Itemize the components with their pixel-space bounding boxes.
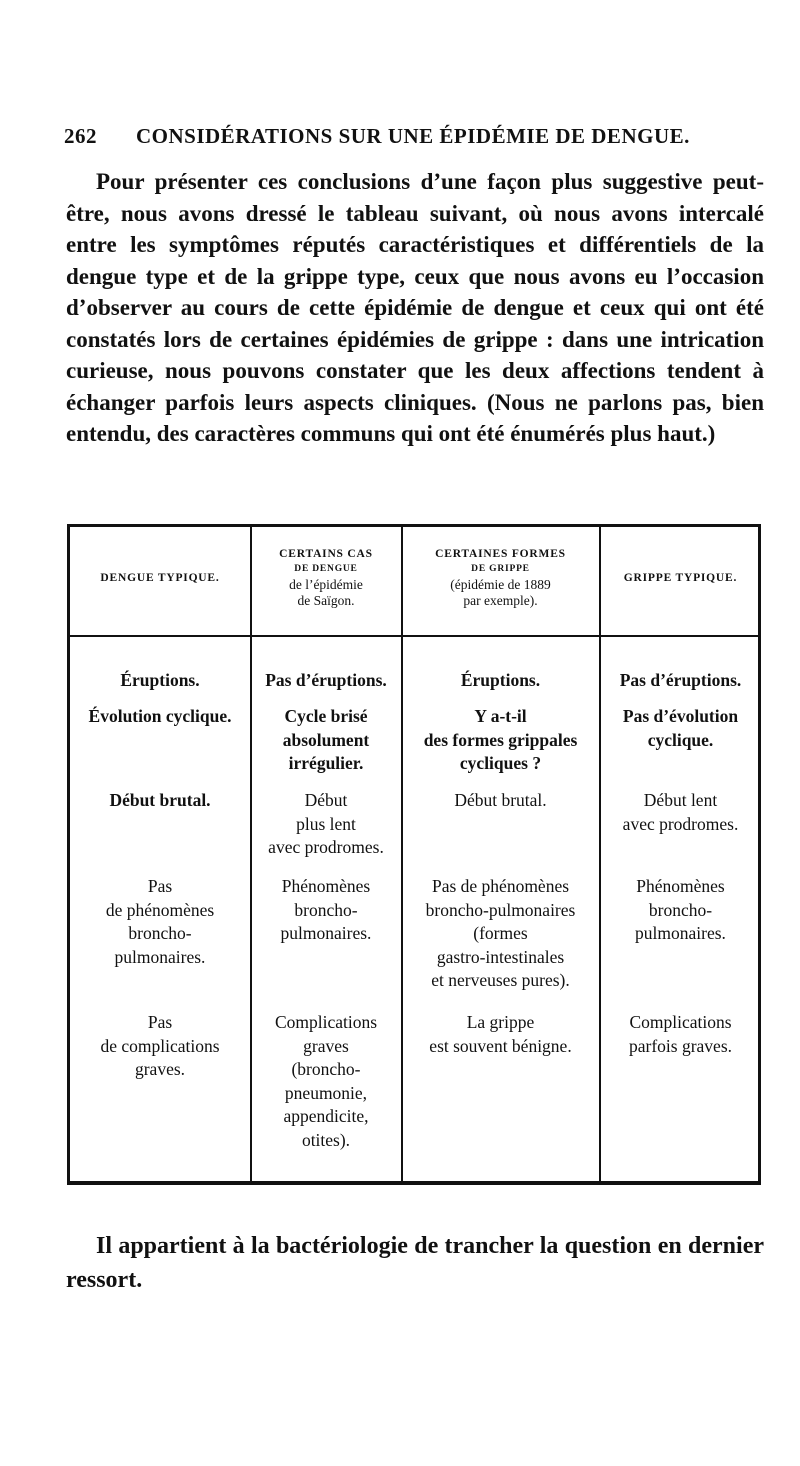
column-header-certaines-formes	[402, 547, 599, 609]
table-cell: Début brutal.	[109, 790, 211, 810]
intro-paragraph	[66, 166, 764, 450]
column-divider	[599, 527, 601, 1181]
table-cell: La grippe est souvent bénigne.	[429, 1012, 572, 1056]
table-cell: Pas d’éruptions.	[265, 670, 387, 690]
running-title: CONSIDÉRATIONS SUR UNE ÉPIDÉMIE DE DENGUE.	[136, 124, 690, 148]
table-cell: Début brutal.	[454, 790, 547, 810]
table-cell: Complications graves (broncho- pneumonie, appendicite, otites).	[274, 1012, 378, 1150]
column-header-title: GRIPPE TYPIQUE.	[623, 572, 738, 584]
column-header-sub: par exemple).	[463, 593, 538, 608]
table-cell: Phénomènes broncho- pulmonaires.	[280, 876, 372, 943]
page-number: 262	[64, 124, 97, 148]
column-header-dengue-typique	[70, 571, 250, 586]
table-cell: Cycle brisé absolument irrégulier.	[282, 706, 370, 773]
column-header-small: DE GRIPPE	[471, 564, 530, 574]
table-cell: Pas de phénomènes broncho-pulmonaires (formes gastro-intestinales et nerveuses pures).	[425, 876, 576, 990]
table-cell: Évolution cyclique.	[88, 706, 232, 726]
column-header-title: CERTAINES FORMES	[435, 548, 566, 560]
column-header-sub: de l’épidémie	[289, 577, 363, 592]
comparison-table	[67, 524, 761, 1185]
table-cell: Éruptions.	[120, 670, 200, 690]
column-header-title: CERTAINS CAS	[279, 548, 373, 560]
table-cell: Éruptions.	[460, 670, 541, 690]
table-cell: Pas de phénomènes broncho- pulmonaires.	[105, 876, 215, 967]
table-cell: Y a-t-il des formes grippales cycliques ?	[423, 706, 578, 773]
table-cell: Phénomènes broncho- pulmonaires.	[635, 876, 726, 943]
column-header-title: DENGUE TYPIQUE.	[100, 572, 220, 584]
table-cell: Début lent avec prodromes.	[622, 790, 739, 834]
column-header-sub: de Saïgon.	[297, 593, 355, 608]
intro-paragraph-text: Pour présenter ces conclusions d’une façon plus suggestive peut-être, nous avons dressé le tableau suivant, où nous avons intercalé entre les symptômes réputés caractéristiques et différentiels de la dengue type et de la grippe type, ceux que nous avons eu l’occasion d’observer au cours de cette épidémie de dengue et ceux qui ont été constatés lors de certaines épidémies de grippe : dans une intrication curieuse, nous pouvons constater que les deux affections tendent à échanger parfois leurs aspects cliniques. (Nous ne parlons pas, bien entendu, des caractères communs qui ont été énumérés plus haut.)	[66, 169, 764, 446]
header-rule	[70, 635, 758, 637]
column-header-small: DE DENGUE	[294, 564, 358, 574]
column-header-grippe-typique	[600, 571, 761, 586]
column-divider	[401, 527, 403, 1181]
conclusion-paragraph	[66, 1229, 764, 1297]
table-cell: Début plus lent avec prodromes.	[268, 790, 384, 857]
table-cell: Pas d’évolution cyclique.	[622, 706, 739, 750]
conclusion-paragraph-text: Il appartient à la bactériologie de trancher la question en dernier ressort.	[66, 1233, 764, 1293]
table-cell: Pas d’éruptions.	[619, 670, 742, 690]
column-header-certains-cas	[251, 547, 401, 609]
table-cell: Complications parfois graves.	[628, 1012, 733, 1056]
page-header	[64, 124, 764, 149]
table-cell: Pas de complications graves.	[100, 1012, 220, 1079]
column-header-sub: (épidémie de 1889	[450, 577, 551, 592]
